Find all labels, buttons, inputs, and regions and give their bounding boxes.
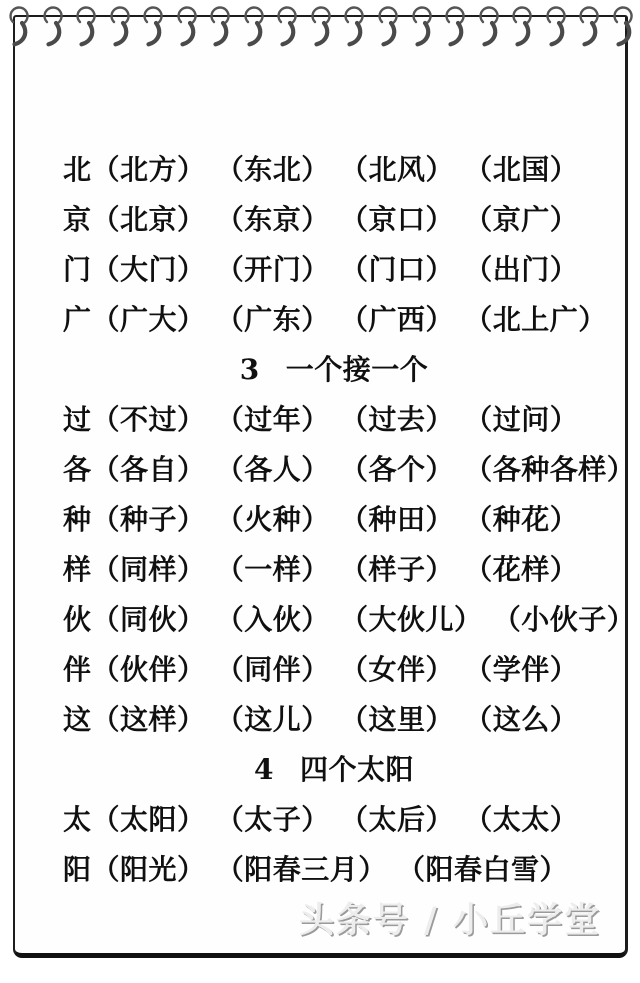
word-line: 种（种子） （火种） （种田） （种花） bbox=[63, 503, 579, 536]
word-line: 这（这样） （这儿） （这里） （这么） bbox=[63, 703, 579, 736]
section-heading bbox=[63, 345, 605, 395]
word-line: 伴（伙伴） （同伴） （女伴） （学伴） bbox=[63, 653, 579, 686]
word-line: 样（同样） （一样） （样子） （花样） bbox=[63, 553, 579, 586]
section-number: 3 bbox=[239, 353, 260, 386]
section-title: 一个接一个 bbox=[285, 353, 429, 386]
word-line: 广（广大） （广东） （广西） （北上广） bbox=[63, 303, 607, 336]
word-line: 太（太阳） （太子） （太后） （太太） bbox=[63, 803, 579, 836]
watermark: 头条号 / 小丘学堂 bbox=[298, 900, 601, 941]
section-heading bbox=[63, 745, 605, 795]
word-line: 门（大门） （开门） （门口） （出门） bbox=[63, 253, 579, 286]
word-line: 阳（阳光） （阳春三月） （阳春白雪） bbox=[63, 853, 568, 886]
word-list bbox=[63, 145, 636, 895]
word-line: 京（北京） （东京） （京口） （京广） bbox=[63, 203, 579, 236]
word-line: 伙（同伙） （入伙） （大伙儿） （小伙子） bbox=[63, 603, 636, 636]
word-line: 各（各自） （各人） （各个） （各种各样） bbox=[63, 453, 636, 486]
section-title: 四个太阳 bbox=[299, 753, 414, 786]
notebook-page bbox=[13, 15, 636, 958]
word-line: 过（不过） （过年） （过去） （过问） bbox=[63, 403, 579, 436]
word-line: 北（北方） （东北） （北风） （北国） bbox=[63, 153, 579, 186]
section-number: 4 bbox=[254, 753, 274, 786]
